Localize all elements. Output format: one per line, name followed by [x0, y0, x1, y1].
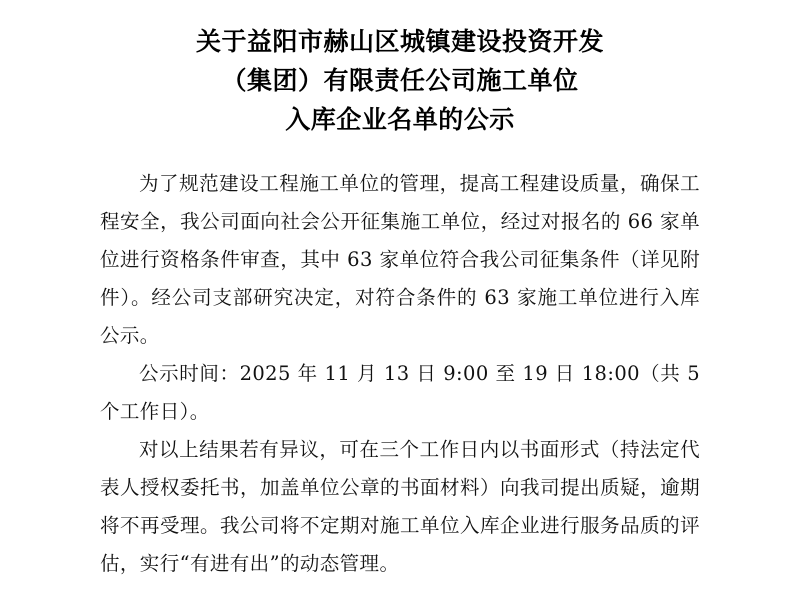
paragraph-2: 公示时间：2025 年 11 月 13 日 9:00 至 19 日 18:00（共 5 个工作日）。 — [100, 362, 700, 423]
page-title — [100, 18, 700, 139]
document-body — [100, 165, 700, 583]
title-line-3: 入库企业名单的公示 — [285, 105, 515, 134]
title-line-2: （集团）有限责任公司施工单位 — [221, 66, 579, 95]
paragraph-3: 对以上结果若有异议，可在三个工作日内以书面形式（持法定代表人授权委托书，加盖单位公章的书面材料）向我司提出质疑，逾期将不再受理。我公司将不定期对施工单位入库企业进行服务品质的评估，实行“有进有出”的动态管理。 — [100, 438, 700, 575]
paragraph-1: 为了规范建设工程施工单位的管理，提高工程建设质量，确保工程安全，我公司面向社会公开征集施工单位，经过对报名的 66 家单位进行资格条件审查，其中 63 家单位符合我公司征集条件（详见附件）。经公司支部研究决定，对符合条件的 63 家施工单位进行入库公示。 — [100, 172, 700, 347]
title-line-1: 关于益阳市赫山区城镇建设投资开发 — [195, 27, 604, 56]
